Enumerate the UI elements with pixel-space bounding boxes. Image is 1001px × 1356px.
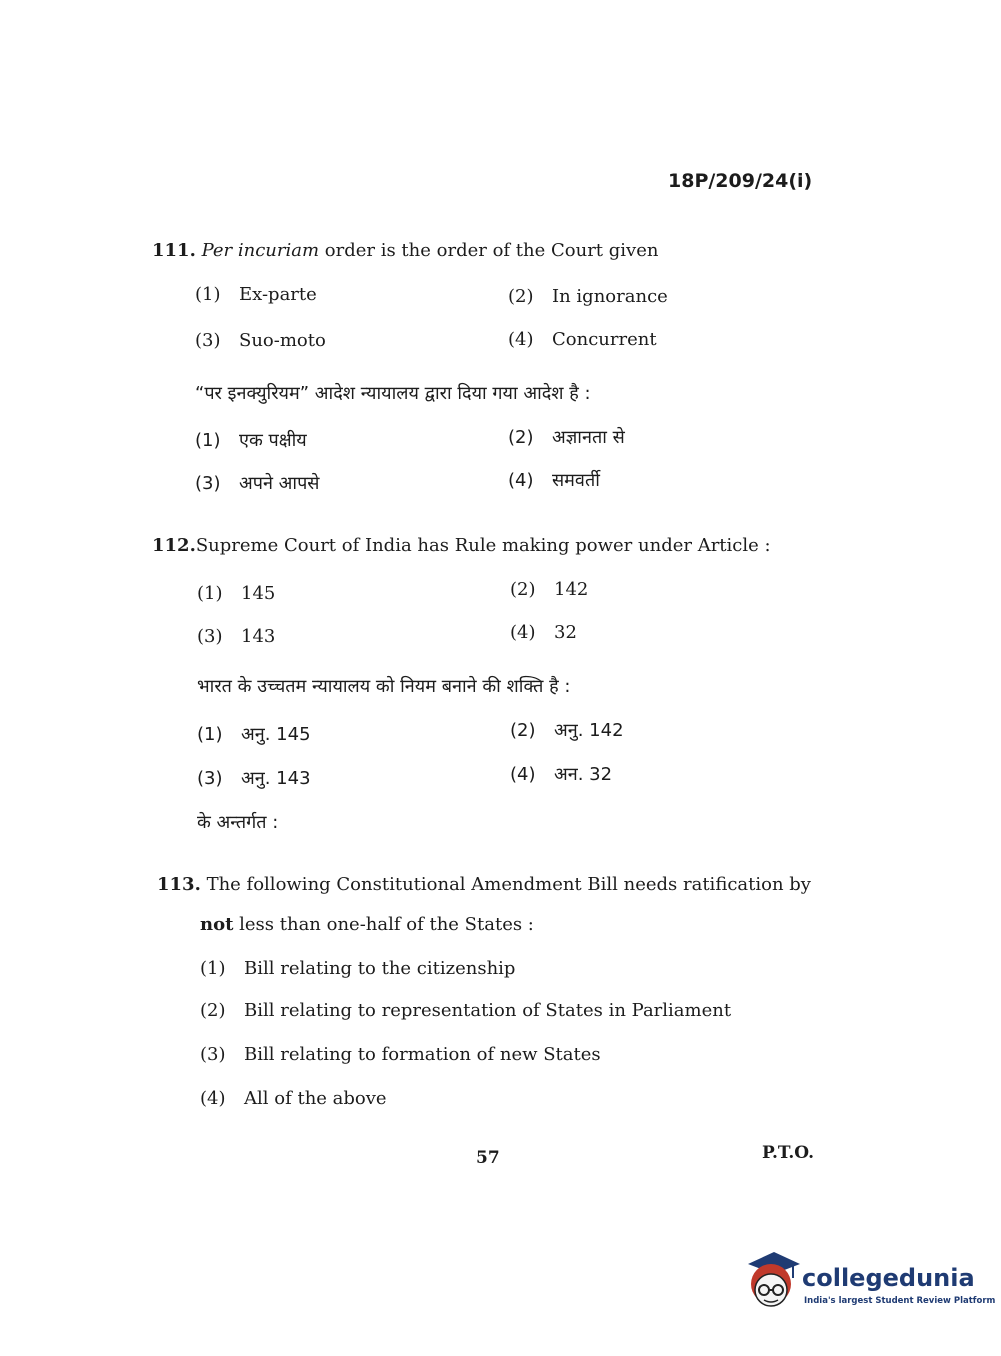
question-number: 113. bbox=[157, 874, 201, 895]
option-hindi: (1) अनु. 145 bbox=[197, 724, 311, 745]
option: (4) 32 bbox=[510, 622, 577, 643]
option: (3) Bill relating to formation of new States bbox=[200, 1044, 601, 1065]
option-hindi: (2) अनु. 142 bbox=[510, 720, 624, 741]
mascot-icon bbox=[742, 1250, 802, 1312]
question-number: 112. bbox=[152, 535, 196, 556]
question-113-text bbox=[157, 874, 811, 895]
collegedunia-watermark bbox=[742, 1250, 996, 1320]
option: (2) In ignorance bbox=[508, 286, 668, 307]
question-111-hindi: “पर इनक्युरियम” आदेश न्यायालय द्वारा दिया गया आदेश है : bbox=[195, 383, 591, 404]
pto-label: P.T.O. bbox=[762, 1143, 814, 1163]
question-text: order is the order of the Court given bbox=[319, 240, 659, 261]
option: (1) 145 bbox=[197, 583, 276, 604]
option-hindi: (1) एक पक्षीय bbox=[195, 430, 307, 451]
option: (4) All of the above bbox=[200, 1088, 387, 1109]
question-number: 111. bbox=[152, 240, 196, 261]
option: (3) 143 bbox=[197, 626, 276, 647]
option-hindi: (3) अनु. 143 bbox=[197, 768, 311, 789]
option: (4) Concurrent bbox=[508, 329, 657, 350]
question-113-text-line2: not less than one-half of the States : bbox=[200, 914, 534, 935]
question-112-hindi-tail: के अन्तर्गत : bbox=[197, 812, 279, 833]
question-text: Supreme Court of India has Rule making power under Article : bbox=[195, 535, 771, 556]
option: (2) Bill relating to representation of States in Parliament bbox=[200, 1000, 732, 1021]
brand-name: collegedunia bbox=[802, 1264, 975, 1292]
option-hindi: (4) समवर्ती bbox=[508, 470, 600, 491]
option-hindi: (2) अज्ञानता से bbox=[508, 427, 625, 448]
question-112-text bbox=[152, 535, 771, 556]
question-111-text bbox=[152, 240, 658, 261]
question-emphasis: not bbox=[200, 914, 234, 935]
question-112-hindi: भारत के उच्चतम न्यायालय को नियम बनाने की शक्ति है : bbox=[197, 676, 571, 697]
question-text: The following Constitutional Amendment Bill needs ratification by bbox=[206, 874, 811, 895]
brand-tagline: India's largest Student Review Platform bbox=[804, 1296, 996, 1306]
page-number: 57 bbox=[476, 1148, 500, 1168]
question-italic-term: Per incuriam bbox=[201, 240, 320, 261]
option-hindi: (3) अपने आपसे bbox=[195, 473, 320, 494]
option: (3) Suo-moto bbox=[195, 330, 326, 351]
option: (1) Ex-parte bbox=[195, 284, 317, 305]
option-hindi: (4) अन. 32 bbox=[510, 764, 613, 785]
option: (2) 142 bbox=[510, 579, 589, 600]
option: (1) Bill relating to the citizenship bbox=[200, 958, 516, 979]
paper-code: 18P/209/24(i) bbox=[668, 170, 813, 192]
